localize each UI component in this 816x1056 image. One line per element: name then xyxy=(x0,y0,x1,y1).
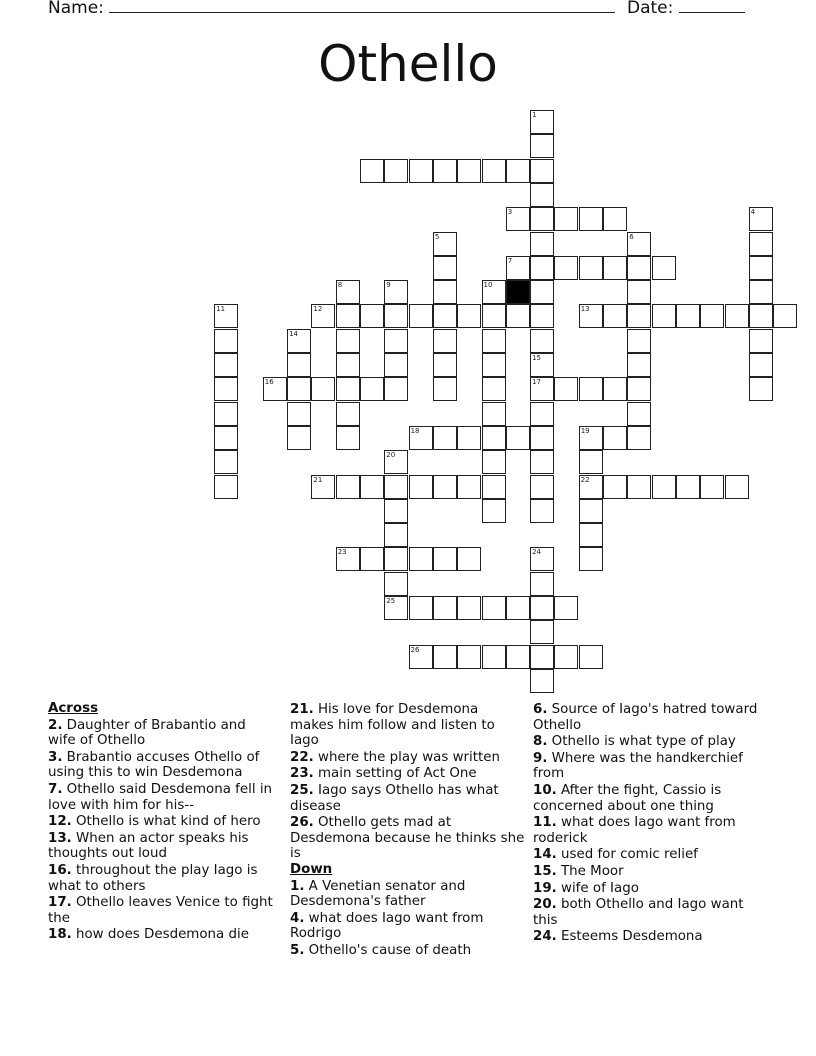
grid-cell[interactable] xyxy=(652,304,676,328)
date-label: Date: xyxy=(627,0,674,18)
grid-cell[interactable] xyxy=(384,523,408,547)
clue-item-text: both Othello and Iago want this xyxy=(533,897,744,928)
clue-item-number: 17. xyxy=(48,895,72,911)
grid-cell[interactable] xyxy=(579,523,603,547)
grid-cell[interactable] xyxy=(336,426,360,450)
clue-number: 18 xyxy=(410,426,420,435)
grid-cell[interactable] xyxy=(749,232,773,256)
clue-number: 9 xyxy=(386,281,391,290)
grid-cell[interactable] xyxy=(433,353,457,377)
clue-item-number: 21. xyxy=(290,702,314,717)
clue-item-text: used for comic relief xyxy=(556,847,698,863)
clues-column-3 xyxy=(533,701,768,945)
clue-number: 12 xyxy=(313,305,323,314)
grid-cell[interactable] xyxy=(287,426,311,450)
name-label: Name: xyxy=(48,0,104,18)
grid-cell[interactable] xyxy=(530,353,554,377)
grid-cell[interactable] xyxy=(482,353,506,377)
grid-cell[interactable] xyxy=(433,256,457,280)
clue-item-number: 2. xyxy=(48,717,63,733)
clue-item-number: 14. xyxy=(533,847,557,863)
grid-cell[interactable] xyxy=(530,110,554,134)
grid-cell[interactable] xyxy=(530,256,554,280)
grid-cell[interactable] xyxy=(579,304,603,328)
grid-cell[interactable] xyxy=(506,304,530,328)
clue-item xyxy=(290,766,525,782)
clue-item xyxy=(48,782,276,813)
grid-cell[interactable] xyxy=(603,426,627,450)
grid-cell[interactable] xyxy=(482,304,506,328)
grid-cell[interactable] xyxy=(287,329,311,353)
grid-cell[interactable] xyxy=(603,475,627,499)
grid-cell[interactable] xyxy=(263,377,287,401)
clue-number: 6 xyxy=(629,232,634,241)
grid-cell[interactable] xyxy=(433,280,457,304)
grid-cell[interactable] xyxy=(554,377,578,401)
clue-number: 26 xyxy=(410,645,420,654)
clue-item-text: Othello is what kind of hero xyxy=(71,814,261,830)
grid-cell[interactable] xyxy=(506,596,530,620)
clue-item-number: 11. xyxy=(533,815,557,831)
clue-number: 22 xyxy=(580,475,590,484)
grid-cell[interactable] xyxy=(287,402,311,426)
grid-cell[interactable] xyxy=(579,256,603,280)
clue-item xyxy=(48,718,276,749)
clue-number: 3 xyxy=(507,208,513,217)
clue-number: 13 xyxy=(580,305,590,314)
clue-item-text: When an actor speaks his thoughts out loud xyxy=(48,830,249,862)
grid-cell[interactable] xyxy=(506,426,530,450)
grid-cell[interactable] xyxy=(457,475,481,499)
clue-item-text: wife of Iago xyxy=(556,880,639,896)
grid-cell[interactable] xyxy=(409,475,433,499)
grid-cell[interactable] xyxy=(579,450,603,474)
grid-cell[interactable] xyxy=(506,159,530,183)
grid-cell[interactable] xyxy=(676,475,700,499)
grid-cell[interactable] xyxy=(214,450,238,474)
grid-cell[interactable] xyxy=(409,159,433,183)
grid-cell[interactable] xyxy=(603,377,627,401)
grid-cell[interactable] xyxy=(482,402,506,426)
clue-item-text: Daughter of Brabantio and wife of Othello xyxy=(48,717,246,749)
clue-item-number: 16. xyxy=(48,862,72,878)
grid-cell[interactable] xyxy=(554,596,578,620)
grid-cell[interactable] xyxy=(530,377,554,401)
grid-cell[interactable] xyxy=(530,475,554,499)
grid-cell[interactable] xyxy=(457,596,481,620)
grid-cell[interactable] xyxy=(482,645,506,669)
clue-number: 7 xyxy=(507,256,513,265)
grid-cell[interactable] xyxy=(482,159,506,183)
clue-item-text: His love for Desdemona makes him follow and listen to Iago xyxy=(290,702,495,749)
grid-cell[interactable] xyxy=(652,475,676,499)
grid-cell[interactable] xyxy=(530,304,554,328)
clue-number: 1 xyxy=(532,111,537,119)
grid-cell[interactable] xyxy=(214,426,238,450)
clue-item-text: what does Iago want from Rodrigo xyxy=(290,910,484,942)
clue-item-number: 13. xyxy=(48,830,72,846)
clue-item-number: 8. xyxy=(533,734,548,750)
grid-cell[interactable] xyxy=(482,596,506,620)
grid-cell[interactable] xyxy=(311,304,335,328)
clue-item xyxy=(48,927,276,943)
grid-cell[interactable] xyxy=(725,304,749,328)
grid-cell[interactable] xyxy=(384,304,408,328)
grid-cell[interactable] xyxy=(530,329,554,353)
grid-cell[interactable] xyxy=(360,159,384,183)
grid-cell[interactable] xyxy=(214,353,238,377)
clue-item-number: 1. xyxy=(290,878,305,894)
grid-cell[interactable] xyxy=(409,596,433,620)
grid-cell[interactable] xyxy=(482,426,506,450)
clue-item xyxy=(290,783,525,814)
clue-item xyxy=(533,734,768,750)
grid-cell[interactable] xyxy=(530,183,554,207)
grid-cell[interactable] xyxy=(530,426,554,450)
clue-item xyxy=(48,895,276,926)
clue-item-number: 10. xyxy=(533,782,557,798)
clue-item-number: 22. xyxy=(290,749,314,765)
clue-number: 23 xyxy=(337,548,347,557)
grid-cell[interactable] xyxy=(579,426,603,450)
grid-cell[interactable] xyxy=(530,134,554,158)
grid-block xyxy=(506,280,530,304)
grid-cell[interactable] xyxy=(749,280,773,304)
grid-cell[interactable] xyxy=(336,377,360,401)
grid-cell[interactable] xyxy=(409,547,433,571)
grid-cell[interactable] xyxy=(336,402,360,426)
grid-cell[interactable] xyxy=(603,207,627,231)
grid-cell[interactable] xyxy=(627,232,651,256)
grid-cell[interactable] xyxy=(554,207,578,231)
clue-item-number: 26. xyxy=(290,815,314,831)
clue-item-number: 24. xyxy=(533,929,557,945)
grid-cell[interactable] xyxy=(700,475,724,499)
grid-cell[interactable] xyxy=(749,353,773,377)
clue-number: 17 xyxy=(532,378,542,387)
grid-cell[interactable] xyxy=(457,159,481,183)
clue-number: 19 xyxy=(580,426,590,435)
clue-item xyxy=(290,702,525,749)
grid-cell[interactable] xyxy=(725,475,749,499)
grid-cell[interactable] xyxy=(530,232,554,256)
grid-cell[interactable] xyxy=(530,596,554,620)
clue-number: 5 xyxy=(434,232,440,241)
clues-column-1 xyxy=(48,701,276,943)
grid-cell[interactable] xyxy=(579,207,603,231)
grid-cell[interactable] xyxy=(214,402,238,426)
grid-cell[interactable] xyxy=(579,645,603,669)
clue-item-number: 23. xyxy=(290,766,314,782)
grid-cell[interactable] xyxy=(214,377,238,401)
grid-cell[interactable] xyxy=(409,426,433,450)
grid-cell[interactable] xyxy=(482,329,506,353)
clue-item-text: Othello said Desdemona fell in love with him for his-- xyxy=(48,781,273,813)
clue-item-text: Where was the handkerchief from xyxy=(533,750,743,782)
grid-cell[interactable] xyxy=(457,645,481,669)
grid-cell[interactable] xyxy=(627,304,651,328)
clue-item xyxy=(290,911,525,942)
grid-cell[interactable] xyxy=(433,426,457,450)
clue-number: 15 xyxy=(532,354,542,362)
grid-cell[interactable] xyxy=(749,329,773,353)
grid-cell[interactable] xyxy=(773,304,797,328)
grid-cell[interactable] xyxy=(627,402,651,426)
grid-cell[interactable] xyxy=(336,547,360,571)
grid-cell[interactable] xyxy=(336,304,360,328)
grid-cell[interactable] xyxy=(579,475,603,499)
grid-cell[interactable] xyxy=(530,669,554,693)
grid-cell[interactable] xyxy=(530,280,554,304)
clue-item xyxy=(533,881,768,897)
grid-cell[interactable] xyxy=(360,475,384,499)
grid-cell[interactable] xyxy=(627,329,651,353)
clue-item-text: main setting of Act One xyxy=(313,766,477,782)
clue-item-number: 18. xyxy=(48,927,72,943)
clue-item xyxy=(533,864,768,880)
grid-cell[interactable] xyxy=(384,572,408,596)
clue-item xyxy=(533,847,768,863)
grid-cell[interactable] xyxy=(627,426,651,450)
grid-cell[interactable] xyxy=(530,499,554,523)
grid-cell[interactable] xyxy=(384,450,408,474)
clue-item xyxy=(533,783,768,814)
grid-cell[interactable] xyxy=(627,256,651,280)
grid-cell[interactable] xyxy=(506,256,530,280)
grid-cell[interactable] xyxy=(749,304,773,328)
clue-item-text: Othello gets mad at Desdemona because he thinks she is xyxy=(290,815,525,862)
clue-item xyxy=(533,751,768,782)
clue-item xyxy=(290,879,525,910)
clue-item-number: 7. xyxy=(48,781,63,797)
clue-item-number: 3. xyxy=(48,749,63,765)
grid-cell[interactable] xyxy=(384,280,408,304)
grid-cell[interactable] xyxy=(627,280,651,304)
grid-cell[interactable] xyxy=(554,645,578,669)
grid-cell[interactable] xyxy=(384,159,408,183)
grid-cell[interactable] xyxy=(433,329,457,353)
clue-item-number: 25. xyxy=(290,782,314,798)
grid-cell[interactable] xyxy=(433,377,457,401)
grid-cell[interactable] xyxy=(530,572,554,596)
clue-item xyxy=(48,863,276,894)
clue-item-number: 6. xyxy=(533,702,548,717)
grid-cell[interactable] xyxy=(360,547,384,571)
grid-cell[interactable] xyxy=(530,645,554,669)
grid-cell[interactable] xyxy=(627,475,651,499)
grid-cell[interactable] xyxy=(579,547,603,571)
clue-item-text: how does Desdemona die xyxy=(71,927,249,943)
grid-cell[interactable] xyxy=(384,353,408,377)
grid-cell[interactable] xyxy=(530,450,554,474)
grid-cell[interactable] xyxy=(482,450,506,474)
clue-number: 16 xyxy=(264,378,274,387)
clue-item-text: Source of Iago's hatred toward Othello xyxy=(533,702,758,733)
grid-cell[interactable] xyxy=(482,280,506,304)
section-heading: Across xyxy=(48,701,99,716)
grid-cell[interactable] xyxy=(482,499,506,523)
grid-cell[interactable] xyxy=(457,547,481,571)
grid-cell[interactable] xyxy=(554,256,578,280)
clue-item xyxy=(533,702,768,733)
grid-cell[interactable] xyxy=(336,280,360,304)
grid-cell[interactable] xyxy=(530,547,554,571)
grid-cell[interactable] xyxy=(700,304,724,328)
grid-cell[interactable] xyxy=(603,256,627,280)
clue-number: 24 xyxy=(532,548,542,557)
clue-item-number: 9. xyxy=(533,750,548,766)
clues-column-2 xyxy=(290,701,525,959)
grid-cell[interactable] xyxy=(336,353,360,377)
clue-item-text: Othello leaves Venice to fight the xyxy=(48,895,273,926)
grid-cell[interactable] xyxy=(433,159,457,183)
grid-cell[interactable] xyxy=(360,377,384,401)
grid-cell[interactable] xyxy=(311,377,335,401)
page-title: Othello xyxy=(318,35,498,93)
section-heading: Down xyxy=(290,861,333,877)
grid-cell[interactable] xyxy=(749,207,773,231)
grid-cell[interactable] xyxy=(579,377,603,401)
grid-cell[interactable] xyxy=(384,377,408,401)
grid-cell[interactable] xyxy=(311,475,335,499)
clue-item-text: where the play was written xyxy=(313,749,501,765)
grid-cell[interactable] xyxy=(433,596,457,620)
clue-number: 10 xyxy=(483,281,493,290)
clue-item-text: Brabantio accuses Othello of using this to win Desdemona xyxy=(48,749,260,781)
grid-cell[interactable] xyxy=(384,547,408,571)
grid-cell[interactable] xyxy=(433,645,457,669)
clue-item xyxy=(48,814,276,830)
clue-number: 11 xyxy=(216,305,226,314)
clue-item xyxy=(533,929,768,945)
clue-item-text: A Venetian senator and Desdemona's father xyxy=(290,878,466,910)
grid-cell[interactable] xyxy=(457,426,481,450)
grid-cell[interactable] xyxy=(749,256,773,280)
grid-cell[interactable] xyxy=(433,547,457,571)
clue-item xyxy=(48,750,276,781)
grid-cell[interactable] xyxy=(214,304,238,328)
clue-item xyxy=(290,815,525,862)
clue-number: 14 xyxy=(289,329,299,338)
clue-item xyxy=(290,943,525,959)
grid-cell[interactable] xyxy=(482,377,506,401)
clue-item-number: 20. xyxy=(533,897,557,913)
grid-cell[interactable] xyxy=(433,232,457,256)
grid-cell[interactable] xyxy=(214,329,238,353)
clue-item-number: 5. xyxy=(290,942,305,958)
grid-cell[interactable] xyxy=(506,207,530,231)
grid-cell[interactable] xyxy=(336,329,360,353)
clue-number: 20 xyxy=(386,451,396,460)
grid-cell[interactable] xyxy=(749,377,773,401)
clue-item-number: 12. xyxy=(48,814,72,830)
grid-cell[interactable] xyxy=(530,402,554,426)
clue-item-text: Esteems Desdemona xyxy=(556,929,703,945)
grid-cell[interactable] xyxy=(530,159,554,183)
grid-cell[interactable] xyxy=(336,475,360,499)
grid-cell[interactable] xyxy=(530,620,554,644)
grid-cell[interactable] xyxy=(530,207,554,231)
clue-item xyxy=(533,897,768,928)
grid-cell[interactable] xyxy=(652,256,676,280)
grid-cell[interactable] xyxy=(433,304,457,328)
clue-number: 21 xyxy=(313,475,323,484)
clue-item-number: 15. xyxy=(533,863,557,879)
grid-cell[interactable] xyxy=(627,377,651,401)
clue-item-number: 4. xyxy=(290,910,305,926)
clue-item-number: 19. xyxy=(533,880,557,896)
grid-cell[interactable] xyxy=(676,304,700,328)
grid-cell[interactable] xyxy=(384,329,408,353)
clue-item-text: Iago says Othello has what disease xyxy=(290,782,499,814)
grid-cell[interactable] xyxy=(287,377,311,401)
clue-number: 8 xyxy=(337,281,343,290)
clue-item-text: what does Iago want from roderick xyxy=(533,815,736,846)
grid-cell[interactable] xyxy=(409,645,433,669)
grid-cell[interactable] xyxy=(214,475,238,499)
grid-cell[interactable] xyxy=(384,475,408,499)
grid-cell[interactable] xyxy=(457,304,481,328)
grid-cell[interactable] xyxy=(579,499,603,523)
grid-cell[interactable] xyxy=(603,304,627,328)
clue-number: 4 xyxy=(750,208,756,217)
grid-cell[interactable] xyxy=(482,475,506,499)
clue-item-text: Othello's cause of death xyxy=(304,942,472,958)
grid-cell[interactable] xyxy=(287,353,311,377)
clue-item xyxy=(533,815,768,846)
clue-item xyxy=(290,750,525,766)
grid-cell[interactable] xyxy=(506,645,530,669)
clue-item-text: The Moor xyxy=(556,863,624,879)
clue-number: 25 xyxy=(386,597,396,605)
clue-item-text: After the fight, Cassio is concerned about one thing xyxy=(533,782,722,814)
grid-cell[interactable] xyxy=(409,304,433,328)
clue-item-text: Othello is what type of play xyxy=(547,734,736,750)
grid-cell[interactable] xyxy=(384,596,408,620)
grid-cell[interactable] xyxy=(384,499,408,523)
clue-item-text: throughout the play Iago is what to others xyxy=(48,862,258,894)
grid-cell[interactable] xyxy=(627,353,651,377)
grid-cell[interactable] xyxy=(360,304,384,328)
clue-item xyxy=(48,831,276,862)
grid-cell[interactable] xyxy=(433,475,457,499)
